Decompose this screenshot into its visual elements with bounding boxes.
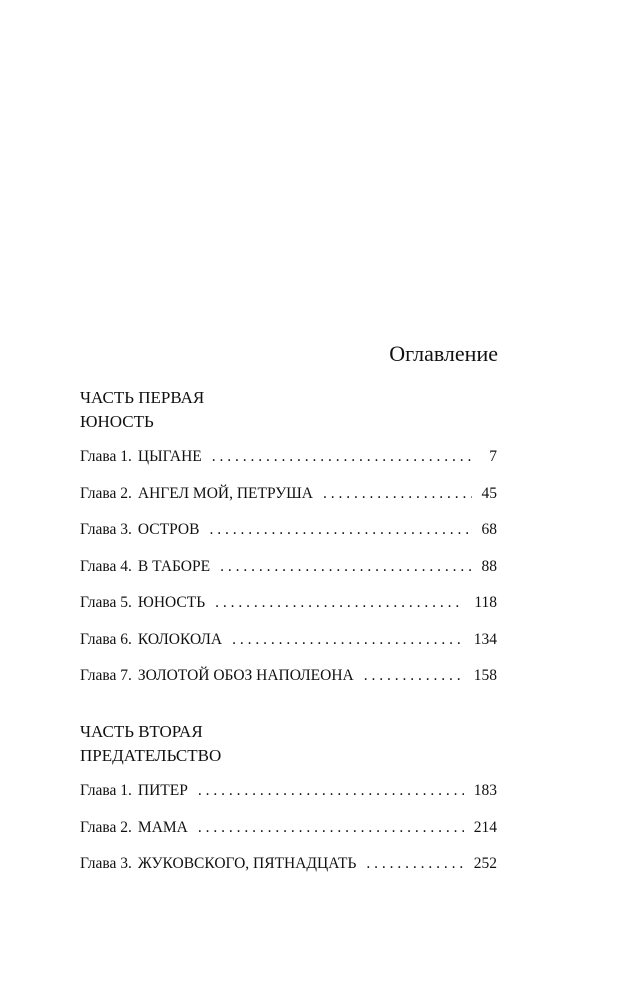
chapter-title: ПИТЕР [137, 782, 188, 799]
page-number: 183 [473, 782, 497, 799]
page-number: 68 [481, 521, 497, 538]
part-number: ЧАСТЬ ВТОРАЯ [80, 722, 203, 741]
page-number: 158 [473, 667, 497, 684]
part-heading [80, 386, 497, 434]
chapter-number: Глава 1. [80, 782, 132, 799]
toc-entry[interactable] [80, 665, 497, 687]
toc-entry[interactable] [80, 817, 497, 839]
part-title: ПРЕДАТЕЛЬСТВО [80, 746, 222, 765]
chapter-number: Глава 3. [80, 855, 132, 872]
toc-entry[interactable] [80, 483, 497, 505]
toc-entry[interactable] [80, 519, 497, 541]
dot-leader [232, 629, 464, 651]
chapter-title: В ТАБОРЕ [137, 557, 211, 575]
dot-leader [212, 446, 473, 468]
page-number: 252 [473, 855, 497, 872]
chapter-number: Глава 2. [80, 484, 132, 502]
toc-entry[interactable] [80, 629, 497, 651]
dot-leader [215, 592, 464, 614]
page-number: 118 [474, 594, 497, 611]
chapter-title: ЮНОСТЬ [137, 594, 206, 611]
chapter-title: АНГЕЛ МОЙ, ПЕТРУША [137, 484, 313, 502]
dot-leader [364, 665, 464, 687]
toc-entry[interactable] [80, 780, 497, 802]
chapter-number: Глава 6. [80, 630, 132, 648]
page-number: 7 [489, 448, 497, 465]
toc-entry[interactable] [80, 853, 497, 875]
chapter-number: Глава 2. [80, 818, 132, 836]
dot-leader [209, 519, 471, 541]
chapter-title: ОСТРОВ [137, 521, 200, 538]
chapter-title: ЖУКОВСКОГО, ПЯТНАДЦАТЬ [137, 855, 357, 872]
page-number: 88 [481, 557, 497, 575]
toc-entry[interactable] [80, 592, 497, 614]
dot-leader [198, 817, 464, 839]
chapter-number: Глава 5. [80, 594, 132, 611]
page-number: 214 [473, 818, 497, 836]
chapter-number: Глава 3. [80, 521, 132, 538]
page-number: 45 [481, 484, 497, 502]
chapter-number: Глава 4. [80, 557, 132, 575]
chapter-title: ЦЫГАНЕ [137, 448, 202, 465]
page-number: 134 [473, 630, 497, 648]
chapter-number: Глава 1. [80, 448, 132, 465]
toc-part-2 [80, 720, 497, 890]
dot-leader [366, 853, 463, 875]
chapter-title: МАМА [137, 818, 188, 836]
chapter-number: Глава 7. [80, 667, 132, 684]
toc-part-1 [80, 386, 497, 702]
dot-leader [323, 483, 472, 505]
toc-entry[interactable] [80, 556, 497, 578]
chapter-title: ЗОЛОТОЙ ОБОЗ НАПОЛЕОНА [137, 667, 354, 684]
part-heading [80, 720, 497, 768]
toc-entry[interactable] [80, 446, 497, 468]
chapter-title: КОЛОКОЛА [137, 630, 223, 648]
part-title: ЮНОСТЬ [80, 412, 154, 431]
part-number: ЧАСТЬ ПЕРВАЯ [80, 388, 205, 407]
dot-leader [198, 780, 464, 802]
page-title: Оглавление [389, 341, 498, 366]
dot-leader [220, 556, 471, 578]
